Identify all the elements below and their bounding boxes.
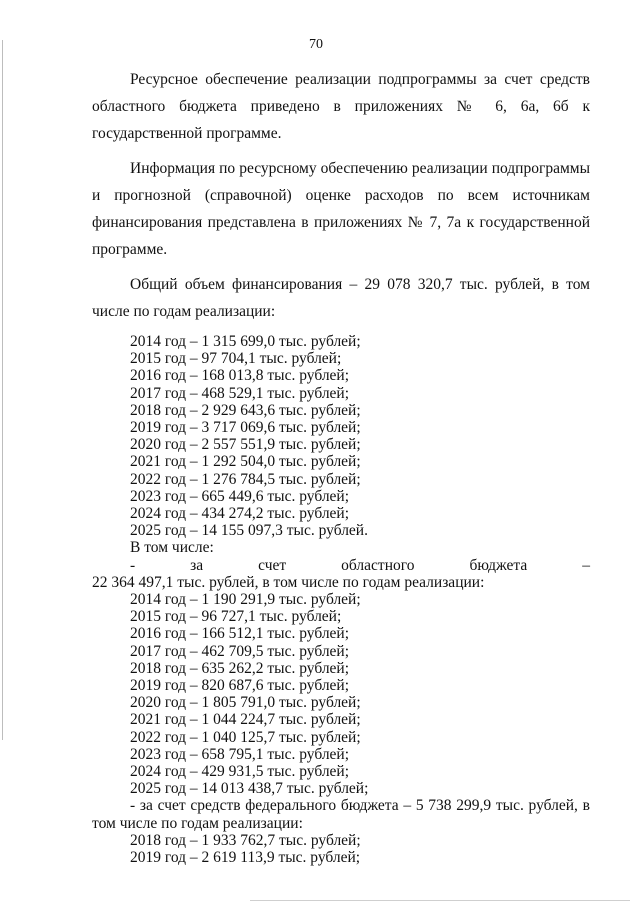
federal-by-year-list xyxy=(92,832,590,866)
list-item: 2025 год – 14 013 438,7 тыс. рублей; xyxy=(130,780,369,798)
list-item: 2018 год – 2 929 643,6 тыс. рублей; xyxy=(130,401,361,419)
list-item: 2020 год – 1 805 791,0 тыс. рублей; xyxy=(130,694,361,712)
paragraph-resource-info: Информация по ресурсному обеспечению реализации подпрограммы и прогнозной (справочной) оценке расходов по всем источникам финансирования представлена в приложениях № 7, 7а к государственной программе. xyxy=(92,160,590,258)
scan-edge-line xyxy=(2,40,3,740)
list-item: 2017 год – 468 529,1 тыс. рублей; xyxy=(130,384,350,402)
regional-budget-total: 22 364 497,1 тыс. рублей, в том числе по годам реализации: xyxy=(92,573,485,591)
spread-word: за xyxy=(190,556,204,574)
list-item: 2022 год – 1 040 125,7 тыс. рублей; xyxy=(130,728,361,746)
paragraph-total-financing: Общий объем финансирования – 29 078 320,7 тыс. рублей, в том числе по годам реализации: xyxy=(92,276,590,320)
list-item: 2015 год – 96 727,1 тыс. рублей; xyxy=(130,608,342,626)
list-item: 2016 год – 168 013,8 тыс. рублей; xyxy=(130,367,350,385)
page-number: 70 xyxy=(309,37,323,52)
regional-budget-heading xyxy=(92,557,590,574)
spread-word: областного xyxy=(341,556,415,574)
list-item: 2024 год – 429 931,5 тыс. рублей; xyxy=(130,763,350,781)
list-item: 2014 год – 1 315 699,0 тыс. рублей; xyxy=(130,333,361,350)
spread-word: - xyxy=(130,556,136,574)
paragraph-resource-regional: Ресурсное обеспечение реализации подпрограммы за счет средств областного бюджета приведено в приложениях № 6, 6а, 6б к государственной программе. xyxy=(92,71,590,142)
list-item: 2023 год – 658 795,1 тыс. рублей; xyxy=(130,745,350,763)
list-item: 2019 год – 3 717 069,6 тыс. рублей; xyxy=(130,419,361,437)
list-item: 2019 год – 2 619 113,9 тыс. рублей; xyxy=(130,849,361,867)
spread-word: бюджета xyxy=(469,556,528,574)
list-item: 2021 год – 1 292 504,0 тыс. рублей; xyxy=(130,453,361,471)
spread-word: – xyxy=(582,556,590,574)
list-item: 2023 год – 665 449,6 тыс. рублей; xyxy=(130,487,350,505)
scan-bottom-line xyxy=(250,900,630,901)
federal-budget-intro: - за счет средств федерального бюджета – 5 738 299,9 тыс. рублей, в том числе по годам реализации: xyxy=(92,797,590,832)
list-item: 2017 год – 462 709,5 тыс. рублей; xyxy=(130,642,350,660)
list-item: 2016 год – 166 512,1 тыс. рублей; xyxy=(130,625,350,643)
document-body xyxy=(92,66,590,866)
list-item: 2022 год – 1 276 784,5 тыс. рублей; xyxy=(130,470,361,488)
regional-by-year-list xyxy=(92,591,590,797)
including-label: В том числе: xyxy=(130,539,214,557)
list-item: 2019 год – 820 687,6 тыс. рублей; xyxy=(130,677,350,695)
list-item: 2020 год – 2 557 551,9 тыс. рублей; xyxy=(130,436,361,454)
list-item: 2014 год – 1 190 291,9 тыс. рублей; xyxy=(130,591,361,609)
list-item: 2024 год – 434 274,2 тыс. рублей; xyxy=(130,505,350,523)
list-item: 2021 год – 1 044 224,7 тыс. рублей; xyxy=(130,711,361,729)
list-item: 2025 год – 14 155 097,3 тыс. рублей. xyxy=(130,522,368,540)
list-item: 2018 год – 1 933 762,7 тыс. рублей; xyxy=(130,831,361,849)
list-item: 2018 год – 635 262,2 тыс. рублей; xyxy=(130,659,350,677)
list-item: 2015 год – 97 704,1 тыс. рублей; xyxy=(130,350,342,368)
spread-word: счет xyxy=(258,556,287,574)
total-by-year-list xyxy=(92,333,590,539)
